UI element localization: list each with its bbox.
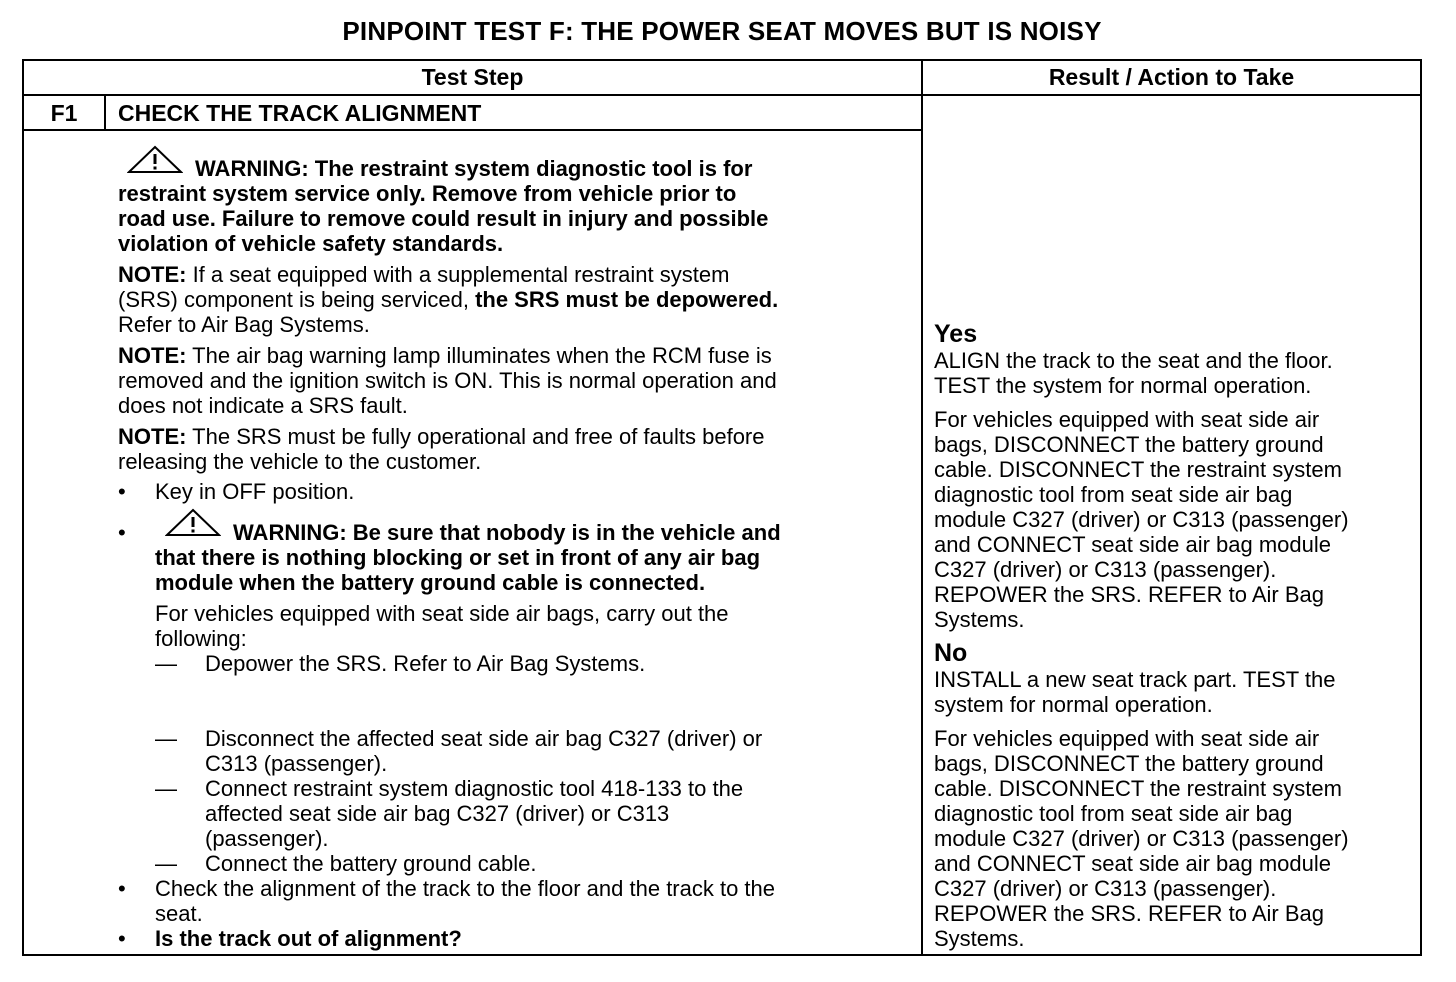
warning-triangle-icon [165, 508, 221, 538]
note-3 [118, 424, 765, 449]
step-instruction: following: [155, 626, 247, 651]
page-title: PINPOINT TEST F: THE POWER SEAT MOVES BUT IS NOISY [342, 16, 1102, 46]
step-title: CHECK THE TRACK ALIGNMENT [118, 100, 482, 126]
result-yes-label: Yes [934, 320, 978, 348]
dash-marker: — [155, 776, 177, 801]
note-label: NOTE: [118, 343, 187, 368]
note-text: The SRS must be fully operational and free of faults before [186, 424, 765, 449]
note-text: If a seat equipped with a supplemental restraint system [186, 262, 730, 287]
sub-step: Disconnect the affected seat side air bag C327 (driver) or [205, 726, 763, 751]
result-text: For vehicles equipped with seat side air [934, 726, 1320, 751]
sub-step: C313 (passenger). [205, 751, 388, 776]
result-text: cable. DISCONNECT the restraint system [934, 776, 1342, 801]
step-id: F1 [50, 100, 78, 126]
result-text: cable. DISCONNECT the restraint system [934, 457, 1342, 482]
result-text: TEST the system for normal operation. [934, 373, 1312, 398]
sub-step: Depower the SRS. Refer to Air Bag Systems. [205, 651, 646, 676]
step-question: Is the track out of alignment? [155, 926, 462, 951]
dash-marker: — [155, 726, 177, 751]
header-result: Result / Action to Take [1048, 64, 1295, 90]
warning-text: violation of vehicle safety standards. [118, 231, 504, 256]
note-text: releasing the vehicle to the customer. [118, 449, 482, 474]
sub-step: Connect the battery ground cable. [205, 851, 537, 876]
note-text: removed and the ignition switch is ON. This is normal operation and [118, 368, 777, 393]
dash-marker: — [155, 651, 177, 676]
result-text: Systems. [934, 607, 1025, 632]
result-text: and CONNECT seat side air bag module [934, 532, 1332, 557]
result-text: module C327 (driver) or C313 (passenger) [934, 826, 1349, 851]
result-text: bags, DISCONNECT the battery ground [934, 751, 1324, 776]
result-text: C327 (driver) or C313 (passenger). [934, 557, 1277, 582]
result-text: REPOWER the SRS. REFER to Air Bag [934, 901, 1325, 926]
result-text: diagnostic tool from seat side air bag [934, 482, 1293, 507]
warning-text: WARNING: Be sure that nobody is in the vehicle and [233, 520, 781, 545]
note-1-line-2 [118, 287, 778, 312]
note-label: NOTE: [118, 262, 187, 287]
sub-step: Connect restraint system diagnostic tool 418-133 to the [205, 776, 744, 801]
warning-text: module when the battery ground cable is connected. [155, 570, 706, 595]
warning-text: WARNING: The restraint system diagnostic tool is for [195, 156, 753, 181]
note-1 [118, 262, 729, 287]
result-text: REPOWER the SRS. REFER to Air Bag [934, 582, 1325, 607]
result-text: INSTALL a new seat track part. TEST the [934, 667, 1336, 692]
step-id-divider [104, 94, 106, 130]
result-no-label: No [934, 639, 968, 667]
result-text: ALIGN the track to the seat and the floor. [934, 348, 1333, 373]
note-text: does not indicate a SRS fault. [118, 393, 408, 418]
sub-step: affected seat side air bag C327 (driver) or C313 [205, 801, 670, 826]
note-text: Refer to Air Bag Systems. [118, 312, 370, 337]
note-2 [118, 343, 772, 368]
sub-step: (passenger). [205, 826, 329, 851]
dash-marker: — [155, 851, 177, 876]
bullet-marker: • [118, 926, 126, 951]
note-text: The air bag warning lamp illuminates when the RCM fuse is [186, 343, 772, 368]
result-text: diagnostic tool from seat side air bag [934, 801, 1293, 826]
column-divider [921, 59, 923, 956]
warning-text: road use. Failure to remove could result in injury and possible [118, 206, 769, 231]
step-instruction: Check the alignment of the track to the floor and the track to the [155, 876, 776, 901]
bullet-marker: • [118, 520, 126, 545]
bullet-marker: • [118, 876, 126, 901]
warning-text: that there is nothing blocking or set in front of any air bag [155, 545, 761, 570]
bullet-marker: • [118, 479, 126, 504]
note-emphasis: the SRS must be depowered. [475, 287, 779, 312]
warning-triangle-icon [127, 145, 183, 175]
header-test-step: Test Step [421, 64, 524, 90]
note-text: (SRS) component is being serviced, [118, 287, 476, 312]
result-text: For vehicles equipped with seat side air [934, 407, 1320, 432]
result-text: Systems. [934, 926, 1025, 951]
step-instruction: For vehicles equipped with seat side air bags, carry out the [155, 601, 729, 626]
warning-text: restraint system service only. Remove from vehicle prior to [118, 181, 737, 206]
result-text: and CONNECT seat side air bag module [934, 851, 1332, 876]
step-instruction: seat. [155, 901, 203, 926]
note-label: NOTE: [118, 424, 187, 449]
result-text: C327 (driver) or C313 (passenger). [934, 876, 1277, 901]
result-text: system for normal operation. [934, 692, 1213, 717]
result-text: bags, DISCONNECT the battery ground [934, 432, 1324, 457]
result-text: module C327 (driver) or C313 (passenger) [934, 507, 1349, 532]
step-instruction: Key in OFF position. [155, 479, 355, 504]
